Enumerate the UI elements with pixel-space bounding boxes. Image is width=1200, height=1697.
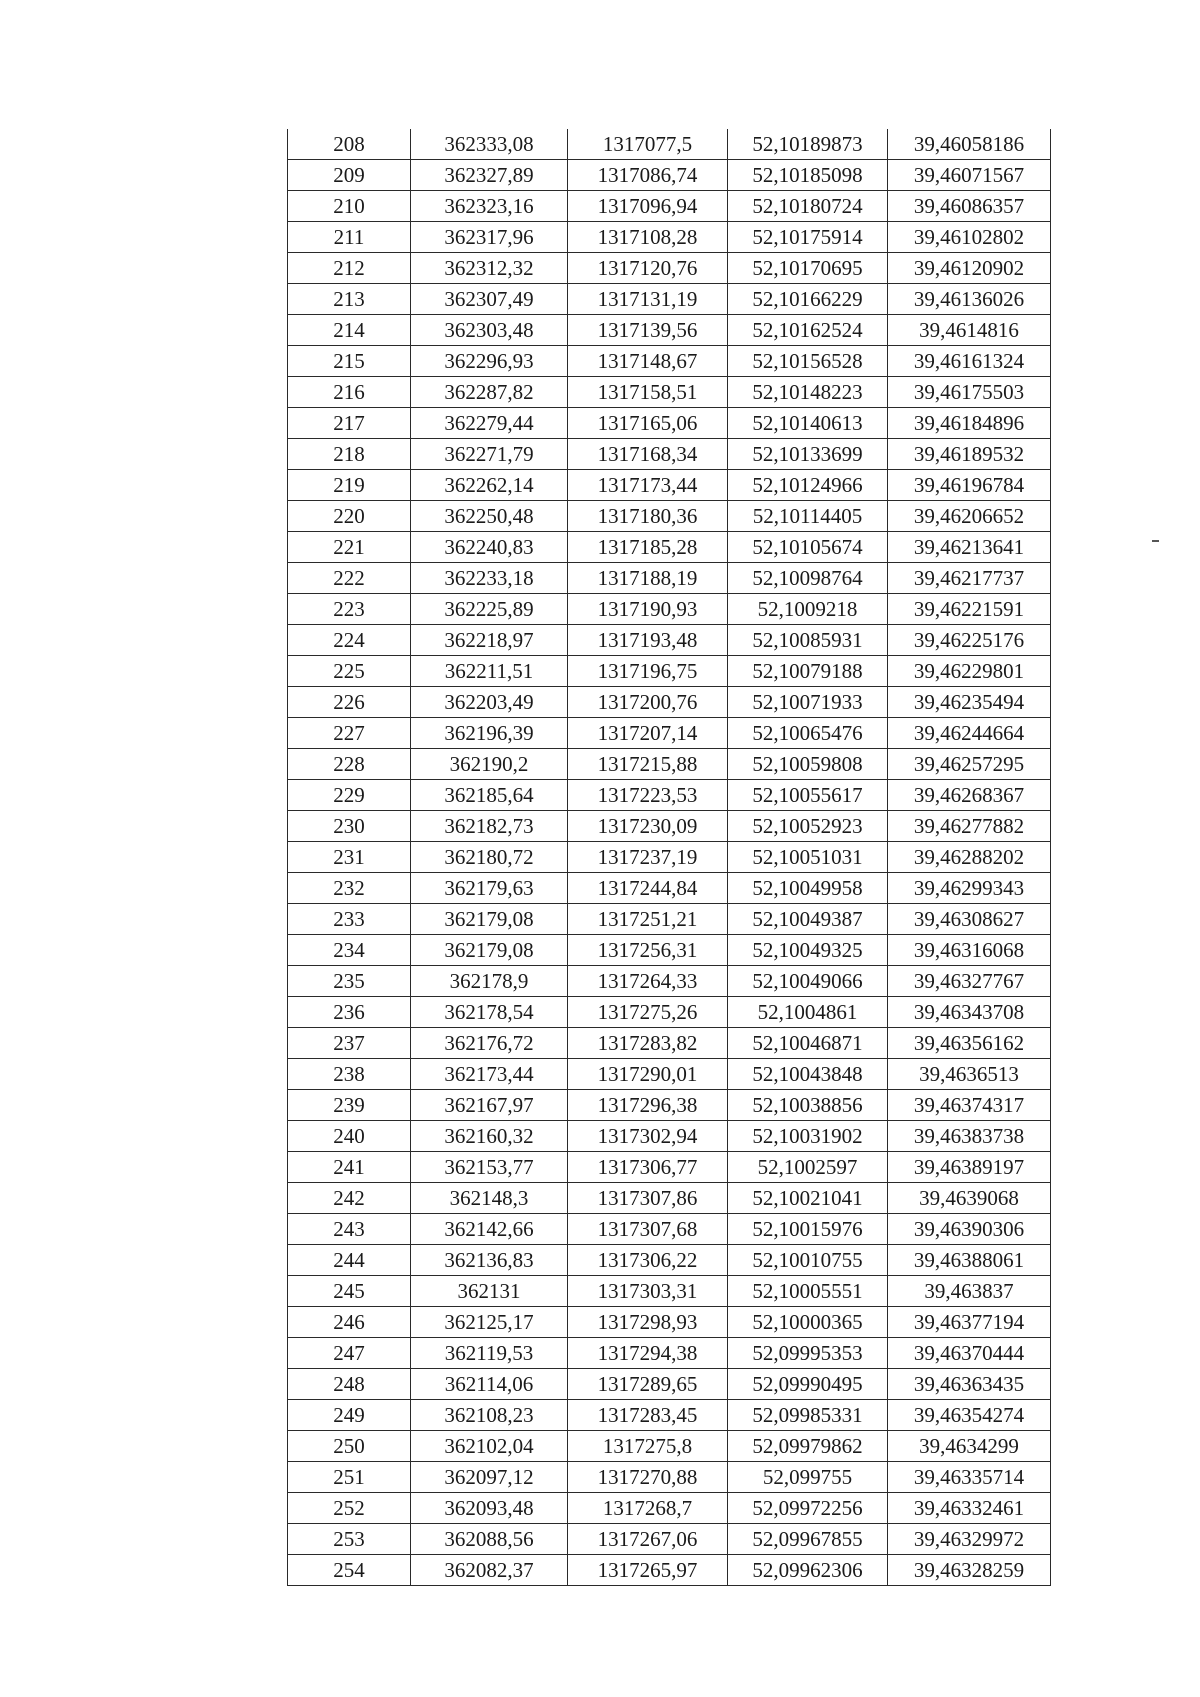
latitude-cell: 52,1004861 <box>728 997 888 1028</box>
x-coordinate-cell: 362312,32 <box>411 253 568 284</box>
latitude-cell: 52,09979862 <box>728 1431 888 1462</box>
latitude-cell: 52,10079188 <box>728 656 888 687</box>
point-number-cell: 245 <box>288 1276 411 1307</box>
table-row <box>288 966 1051 997</box>
latitude-cell: 52,09972256 <box>728 1493 888 1524</box>
latitude-cell: 52,09962306 <box>728 1555 888 1586</box>
y-coordinate-cell: 1317298,93 <box>568 1307 728 1338</box>
x-coordinate-cell: 362287,82 <box>411 377 568 408</box>
point-number-cell: 237 <box>288 1028 411 1059</box>
table-row <box>288 873 1051 904</box>
x-coordinate-cell: 362173,44 <box>411 1059 568 1090</box>
longitude-cell: 39,46288202 <box>888 842 1051 873</box>
x-coordinate-cell: 362279,44 <box>411 408 568 439</box>
point-number-cell: 244 <box>288 1245 411 1276</box>
latitude-cell: 52,10185098 <box>728 160 888 191</box>
table-row <box>288 1493 1051 1524</box>
table-row <box>288 656 1051 687</box>
longitude-cell: 39,46229801 <box>888 656 1051 687</box>
point-number-cell: 246 <box>288 1307 411 1338</box>
point-number-cell: 232 <box>288 873 411 904</box>
latitude-cell: 52,10005551 <box>728 1276 888 1307</box>
y-coordinate-cell: 1317188,19 <box>568 563 728 594</box>
point-number-cell: 250 <box>288 1431 411 1462</box>
point-number-cell: 228 <box>288 749 411 780</box>
point-number-cell: 233 <box>288 904 411 935</box>
y-coordinate-cell: 1317306,22 <box>568 1245 728 1276</box>
latitude-cell: 52,10071933 <box>728 687 888 718</box>
y-coordinate-cell: 1317244,84 <box>568 873 728 904</box>
y-coordinate-cell: 1317306,77 <box>568 1152 728 1183</box>
longitude-cell: 39,46363435 <box>888 1369 1051 1400</box>
y-coordinate-cell: 1317230,09 <box>568 811 728 842</box>
longitude-cell: 39,46327767 <box>888 966 1051 997</box>
longitude-cell: 39,46196784 <box>888 470 1051 501</box>
x-coordinate-cell: 362119,53 <box>411 1338 568 1369</box>
table-row <box>288 191 1051 222</box>
table-row <box>288 904 1051 935</box>
x-coordinate-cell: 362203,49 <box>411 687 568 718</box>
longitude-cell: 39,46354274 <box>888 1400 1051 1431</box>
y-coordinate-cell: 1317283,82 <box>568 1028 728 1059</box>
point-number-cell: 215 <box>288 346 411 377</box>
point-number-cell: 254 <box>288 1555 411 1586</box>
latitude-cell: 52,10156528 <box>728 346 888 377</box>
longitude-cell: 39,4634299 <box>888 1431 1051 1462</box>
longitude-cell: 39,46213641 <box>888 532 1051 563</box>
latitude-cell: 52,10049066 <box>728 966 888 997</box>
coordinates-table <box>287 129 1051 1586</box>
point-number-cell: 238 <box>288 1059 411 1090</box>
latitude-cell: 52,10140613 <box>728 408 888 439</box>
table-row <box>288 842 1051 873</box>
table-row <box>288 687 1051 718</box>
longitude-cell: 39,46268367 <box>888 780 1051 811</box>
table-row <box>288 377 1051 408</box>
y-coordinate-cell: 1317190,93 <box>568 594 728 625</box>
point-number-cell: 219 <box>288 470 411 501</box>
latitude-cell: 52,10065476 <box>728 718 888 749</box>
y-coordinate-cell: 1317215,88 <box>568 749 728 780</box>
longitude-cell: 39,46329972 <box>888 1524 1051 1555</box>
latitude-cell: 52,10166229 <box>728 284 888 315</box>
latitude-cell: 52,10175914 <box>728 222 888 253</box>
table-row <box>288 1090 1051 1121</box>
y-coordinate-cell: 1317185,28 <box>568 532 728 563</box>
point-number-cell: 240 <box>288 1121 411 1152</box>
x-coordinate-cell: 362176,72 <box>411 1028 568 1059</box>
y-coordinate-cell: 1317131,19 <box>568 284 728 315</box>
latitude-cell: 52,10133699 <box>728 439 888 470</box>
table-row <box>288 594 1051 625</box>
scan-mark <box>1152 540 1159 542</box>
latitude-cell: 52,09990495 <box>728 1369 888 1400</box>
longitude-cell: 39,46058186 <box>888 129 1051 160</box>
longitude-cell: 39,46277882 <box>888 811 1051 842</box>
table-row <box>288 997 1051 1028</box>
x-coordinate-cell: 362233,18 <box>411 563 568 594</box>
x-coordinate-cell: 362333,08 <box>411 129 568 160</box>
latitude-cell: 52,1002597 <box>728 1152 888 1183</box>
latitude-cell: 52,10162524 <box>728 315 888 346</box>
y-coordinate-cell: 1317290,01 <box>568 1059 728 1090</box>
latitude-cell: 52,10049387 <box>728 904 888 935</box>
x-coordinate-cell: 362317,96 <box>411 222 568 253</box>
table-row <box>288 1183 1051 1214</box>
point-number-cell: 218 <box>288 439 411 470</box>
latitude-cell: 52,10098764 <box>728 563 888 594</box>
point-number-cell: 249 <box>288 1400 411 1431</box>
latitude-cell: 52,10085931 <box>728 625 888 656</box>
point-number-cell: 221 <box>288 532 411 563</box>
x-coordinate-cell: 362082,37 <box>411 1555 568 1586</box>
point-number-cell: 227 <box>288 718 411 749</box>
x-coordinate-cell: 362180,72 <box>411 842 568 873</box>
table-row <box>288 129 1051 160</box>
y-coordinate-cell: 1317267,06 <box>568 1524 728 1555</box>
y-coordinate-cell: 1317108,28 <box>568 222 728 253</box>
x-coordinate-cell: 362136,83 <box>411 1245 568 1276</box>
latitude-cell: 52,10124966 <box>728 470 888 501</box>
point-number-cell: 216 <box>288 377 411 408</box>
latitude-cell: 52,10043848 <box>728 1059 888 1090</box>
table-row <box>288 253 1051 284</box>
point-number-cell: 225 <box>288 656 411 687</box>
longitude-cell: 39,46343708 <box>888 997 1051 1028</box>
y-coordinate-cell: 1317158,51 <box>568 377 728 408</box>
longitude-cell: 39,46328259 <box>888 1555 1051 1586</box>
longitude-cell: 39,46316068 <box>888 935 1051 966</box>
point-number-cell: 226 <box>288 687 411 718</box>
y-coordinate-cell: 1317193,48 <box>568 625 728 656</box>
x-coordinate-cell: 362148,3 <box>411 1183 568 1214</box>
latitude-cell: 52,10052923 <box>728 811 888 842</box>
longitude-cell: 39,4614816 <box>888 315 1051 346</box>
x-coordinate-cell: 362125,17 <box>411 1307 568 1338</box>
longitude-cell: 39,46335714 <box>888 1462 1051 1493</box>
longitude-cell: 39,46389197 <box>888 1152 1051 1183</box>
table-row <box>288 935 1051 966</box>
y-coordinate-cell: 1317307,68 <box>568 1214 728 1245</box>
y-coordinate-cell: 1317265,97 <box>568 1555 728 1586</box>
longitude-cell: 39,46257295 <box>888 749 1051 780</box>
y-coordinate-cell: 1317283,45 <box>568 1400 728 1431</box>
x-coordinate-cell: 362097,12 <box>411 1462 568 1493</box>
x-coordinate-cell: 362179,63 <box>411 873 568 904</box>
y-coordinate-cell: 1317086,74 <box>568 160 728 191</box>
latitude-cell: 52,10021041 <box>728 1183 888 1214</box>
table-row <box>288 780 1051 811</box>
table-row <box>288 408 1051 439</box>
y-coordinate-cell: 1317207,14 <box>568 718 728 749</box>
x-coordinate-cell: 362303,48 <box>411 315 568 346</box>
point-number-cell: 239 <box>288 1090 411 1121</box>
x-coordinate-cell: 362179,08 <box>411 935 568 966</box>
latitude-cell: 52,10105674 <box>728 532 888 563</box>
latitude-cell: 52,10010755 <box>728 1245 888 1276</box>
x-coordinate-cell: 362178,9 <box>411 966 568 997</box>
longitude-cell: 39,46388061 <box>888 1245 1051 1276</box>
point-number-cell: 234 <box>288 935 411 966</box>
point-number-cell: 236 <box>288 997 411 1028</box>
x-coordinate-cell: 362307,49 <box>411 284 568 315</box>
table-row <box>288 1555 1051 1586</box>
x-coordinate-cell: 362167,97 <box>411 1090 568 1121</box>
latitude-cell: 52,09967855 <box>728 1524 888 1555</box>
y-coordinate-cell: 1317256,31 <box>568 935 728 966</box>
longitude-cell: 39,46071567 <box>888 160 1051 191</box>
point-number-cell: 220 <box>288 501 411 532</box>
longitude-cell: 39,46383738 <box>888 1121 1051 1152</box>
longitude-cell: 39,46102802 <box>888 222 1051 253</box>
latitude-cell: 52,10049958 <box>728 873 888 904</box>
table-row <box>288 811 1051 842</box>
y-coordinate-cell: 1317264,33 <box>568 966 728 997</box>
point-number-cell: 241 <box>288 1152 411 1183</box>
y-coordinate-cell: 1317251,21 <box>568 904 728 935</box>
table-row <box>288 1400 1051 1431</box>
point-number-cell: 223 <box>288 594 411 625</box>
latitude-cell: 52,10170695 <box>728 253 888 284</box>
x-coordinate-cell: 362296,93 <box>411 346 568 377</box>
y-coordinate-cell: 1317275,8 <box>568 1431 728 1462</box>
latitude-cell: 52,10038856 <box>728 1090 888 1121</box>
point-number-cell: 217 <box>288 408 411 439</box>
x-coordinate-cell: 362178,54 <box>411 997 568 1028</box>
point-number-cell: 231 <box>288 842 411 873</box>
point-number-cell: 247 <box>288 1338 411 1369</box>
table-row <box>288 1028 1051 1059</box>
x-coordinate-cell: 362240,83 <box>411 532 568 563</box>
latitude-cell: 52,10114405 <box>728 501 888 532</box>
latitude-cell: 52,10000365 <box>728 1307 888 1338</box>
longitude-cell: 39,463837 <box>888 1276 1051 1307</box>
point-number-cell: 230 <box>288 811 411 842</box>
latitude-cell: 52,099755 <box>728 1462 888 1493</box>
point-number-cell: 214 <box>288 315 411 346</box>
x-coordinate-cell: 362088,56 <box>411 1524 568 1555</box>
y-coordinate-cell: 1317296,38 <box>568 1090 728 1121</box>
latitude-cell: 52,10051031 <box>728 842 888 873</box>
longitude-cell: 39,46356162 <box>888 1028 1051 1059</box>
x-coordinate-cell: 362323,16 <box>411 191 568 222</box>
coordinates-table-body <box>288 129 1051 1586</box>
longitude-cell: 39,46206652 <box>888 501 1051 532</box>
y-coordinate-cell: 1317294,38 <box>568 1338 728 1369</box>
x-coordinate-cell: 362262,14 <box>411 470 568 501</box>
y-coordinate-cell: 1317289,65 <box>568 1369 728 1400</box>
latitude-cell: 52,10031902 <box>728 1121 888 1152</box>
longitude-cell: 39,4639068 <box>888 1183 1051 1214</box>
y-coordinate-cell: 1317077,5 <box>568 129 728 160</box>
y-coordinate-cell: 1317200,76 <box>568 687 728 718</box>
longitude-cell: 39,46221591 <box>888 594 1051 625</box>
latitude-cell: 52,10049325 <box>728 935 888 966</box>
table-row <box>288 1307 1051 1338</box>
x-coordinate-cell: 362160,32 <box>411 1121 568 1152</box>
longitude-cell: 39,46184896 <box>888 408 1051 439</box>
table-row <box>288 1245 1051 1276</box>
table-row <box>288 563 1051 594</box>
longitude-cell: 39,46120902 <box>888 253 1051 284</box>
y-coordinate-cell: 1317165,06 <box>568 408 728 439</box>
y-coordinate-cell: 1317196,75 <box>568 656 728 687</box>
longitude-cell: 39,46161324 <box>888 346 1051 377</box>
y-coordinate-cell: 1317303,31 <box>568 1276 728 1307</box>
y-coordinate-cell: 1317120,76 <box>568 253 728 284</box>
point-number-cell: 210 <box>288 191 411 222</box>
table-row <box>288 1462 1051 1493</box>
longitude-cell: 39,46390306 <box>888 1214 1051 1245</box>
table-row <box>288 1524 1051 1555</box>
y-coordinate-cell: 1317168,34 <box>568 439 728 470</box>
table-row <box>288 625 1051 656</box>
latitude-cell: 52,10046871 <box>728 1028 888 1059</box>
point-number-cell: 222 <box>288 563 411 594</box>
table-row <box>288 284 1051 315</box>
longitude-cell: 39,46370444 <box>888 1338 1051 1369</box>
point-number-cell: 224 <box>288 625 411 656</box>
table-row <box>288 501 1051 532</box>
point-number-cell: 211 <box>288 222 411 253</box>
y-coordinate-cell: 1317270,88 <box>568 1462 728 1493</box>
x-coordinate-cell: 362271,79 <box>411 439 568 470</box>
y-coordinate-cell: 1317223,53 <box>568 780 728 811</box>
longitude-cell: 39,46086357 <box>888 191 1051 222</box>
x-coordinate-cell: 362131 <box>411 1276 568 1307</box>
y-coordinate-cell: 1317268,7 <box>568 1493 728 1524</box>
table-row <box>288 1214 1051 1245</box>
table-row <box>288 1121 1051 1152</box>
longitude-cell: 39,46374317 <box>888 1090 1051 1121</box>
x-coordinate-cell: 362142,66 <box>411 1214 568 1245</box>
table-row <box>288 718 1051 749</box>
point-number-cell: 252 <box>288 1493 411 1524</box>
longitude-cell: 39,46299343 <box>888 873 1051 904</box>
point-number-cell: 212 <box>288 253 411 284</box>
latitude-cell: 52,10059808 <box>728 749 888 780</box>
y-coordinate-cell: 1317148,67 <box>568 346 728 377</box>
longitude-cell: 39,46244664 <box>888 718 1051 749</box>
point-number-cell: 213 <box>288 284 411 315</box>
point-number-cell: 229 <box>288 780 411 811</box>
longitude-cell: 39,46332461 <box>888 1493 1051 1524</box>
latitude-cell: 52,10148223 <box>728 377 888 408</box>
latitude-cell: 52,10189873 <box>728 129 888 160</box>
x-coordinate-cell: 362153,77 <box>411 1152 568 1183</box>
table-row <box>288 315 1051 346</box>
y-coordinate-cell: 1317237,19 <box>568 842 728 873</box>
y-coordinate-cell: 1317275,26 <box>568 997 728 1028</box>
x-coordinate-cell: 362093,48 <box>411 1493 568 1524</box>
longitude-cell: 39,46189532 <box>888 439 1051 470</box>
x-coordinate-cell: 362225,89 <box>411 594 568 625</box>
y-coordinate-cell: 1317302,94 <box>568 1121 728 1152</box>
y-coordinate-cell: 1317173,44 <box>568 470 728 501</box>
x-coordinate-cell: 362196,39 <box>411 718 568 749</box>
table-row <box>288 1276 1051 1307</box>
table-row <box>288 1152 1051 1183</box>
table-row <box>288 1338 1051 1369</box>
point-number-cell: 243 <box>288 1214 411 1245</box>
table-row <box>288 439 1051 470</box>
point-number-cell: 235 <box>288 966 411 997</box>
point-number-cell: 209 <box>288 160 411 191</box>
x-coordinate-cell: 362250,48 <box>411 501 568 532</box>
point-number-cell: 208 <box>288 129 411 160</box>
longitude-cell: 39,46225176 <box>888 625 1051 656</box>
y-coordinate-cell: 1317307,86 <box>568 1183 728 1214</box>
table-row <box>288 346 1051 377</box>
x-coordinate-cell: 362108,23 <box>411 1400 568 1431</box>
table-row <box>288 749 1051 780</box>
table-row <box>288 1059 1051 1090</box>
longitude-cell: 39,46235494 <box>888 687 1051 718</box>
x-coordinate-cell: 362327,89 <box>411 160 568 191</box>
y-coordinate-cell: 1317180,36 <box>568 501 728 532</box>
latitude-cell: 52,10055617 <box>728 780 888 811</box>
x-coordinate-cell: 362179,08 <box>411 904 568 935</box>
latitude-cell: 52,10015976 <box>728 1214 888 1245</box>
longitude-cell: 39,46175503 <box>888 377 1051 408</box>
y-coordinate-cell: 1317096,94 <box>568 191 728 222</box>
table-row <box>288 532 1051 563</box>
latitude-cell: 52,1009218 <box>728 594 888 625</box>
latitude-cell: 52,10180724 <box>728 191 888 222</box>
y-coordinate-cell: 1317139,56 <box>568 315 728 346</box>
point-number-cell: 251 <box>288 1462 411 1493</box>
table-row <box>288 1431 1051 1462</box>
x-coordinate-cell: 362182,73 <box>411 811 568 842</box>
x-coordinate-cell: 362218,97 <box>411 625 568 656</box>
point-number-cell: 242 <box>288 1183 411 1214</box>
latitude-cell: 52,09995353 <box>728 1338 888 1369</box>
latitude-cell: 52,09985331 <box>728 1400 888 1431</box>
table-row <box>288 160 1051 191</box>
x-coordinate-cell: 362114,06 <box>411 1369 568 1400</box>
x-coordinate-cell: 362185,64 <box>411 780 568 811</box>
longitude-cell: 39,4636513 <box>888 1059 1051 1090</box>
longitude-cell: 39,46377194 <box>888 1307 1051 1338</box>
point-number-cell: 248 <box>288 1369 411 1400</box>
table-row <box>288 1369 1051 1400</box>
x-coordinate-cell: 362211,51 <box>411 656 568 687</box>
x-coordinate-cell: 362102,04 <box>411 1431 568 1462</box>
point-number-cell: 253 <box>288 1524 411 1555</box>
longitude-cell: 39,46136026 <box>888 284 1051 315</box>
longitude-cell: 39,46217737 <box>888 563 1051 594</box>
longitude-cell: 39,46308627 <box>888 904 1051 935</box>
x-coordinate-cell: 362190,2 <box>411 749 568 780</box>
table-row <box>288 470 1051 501</box>
table-row <box>288 222 1051 253</box>
